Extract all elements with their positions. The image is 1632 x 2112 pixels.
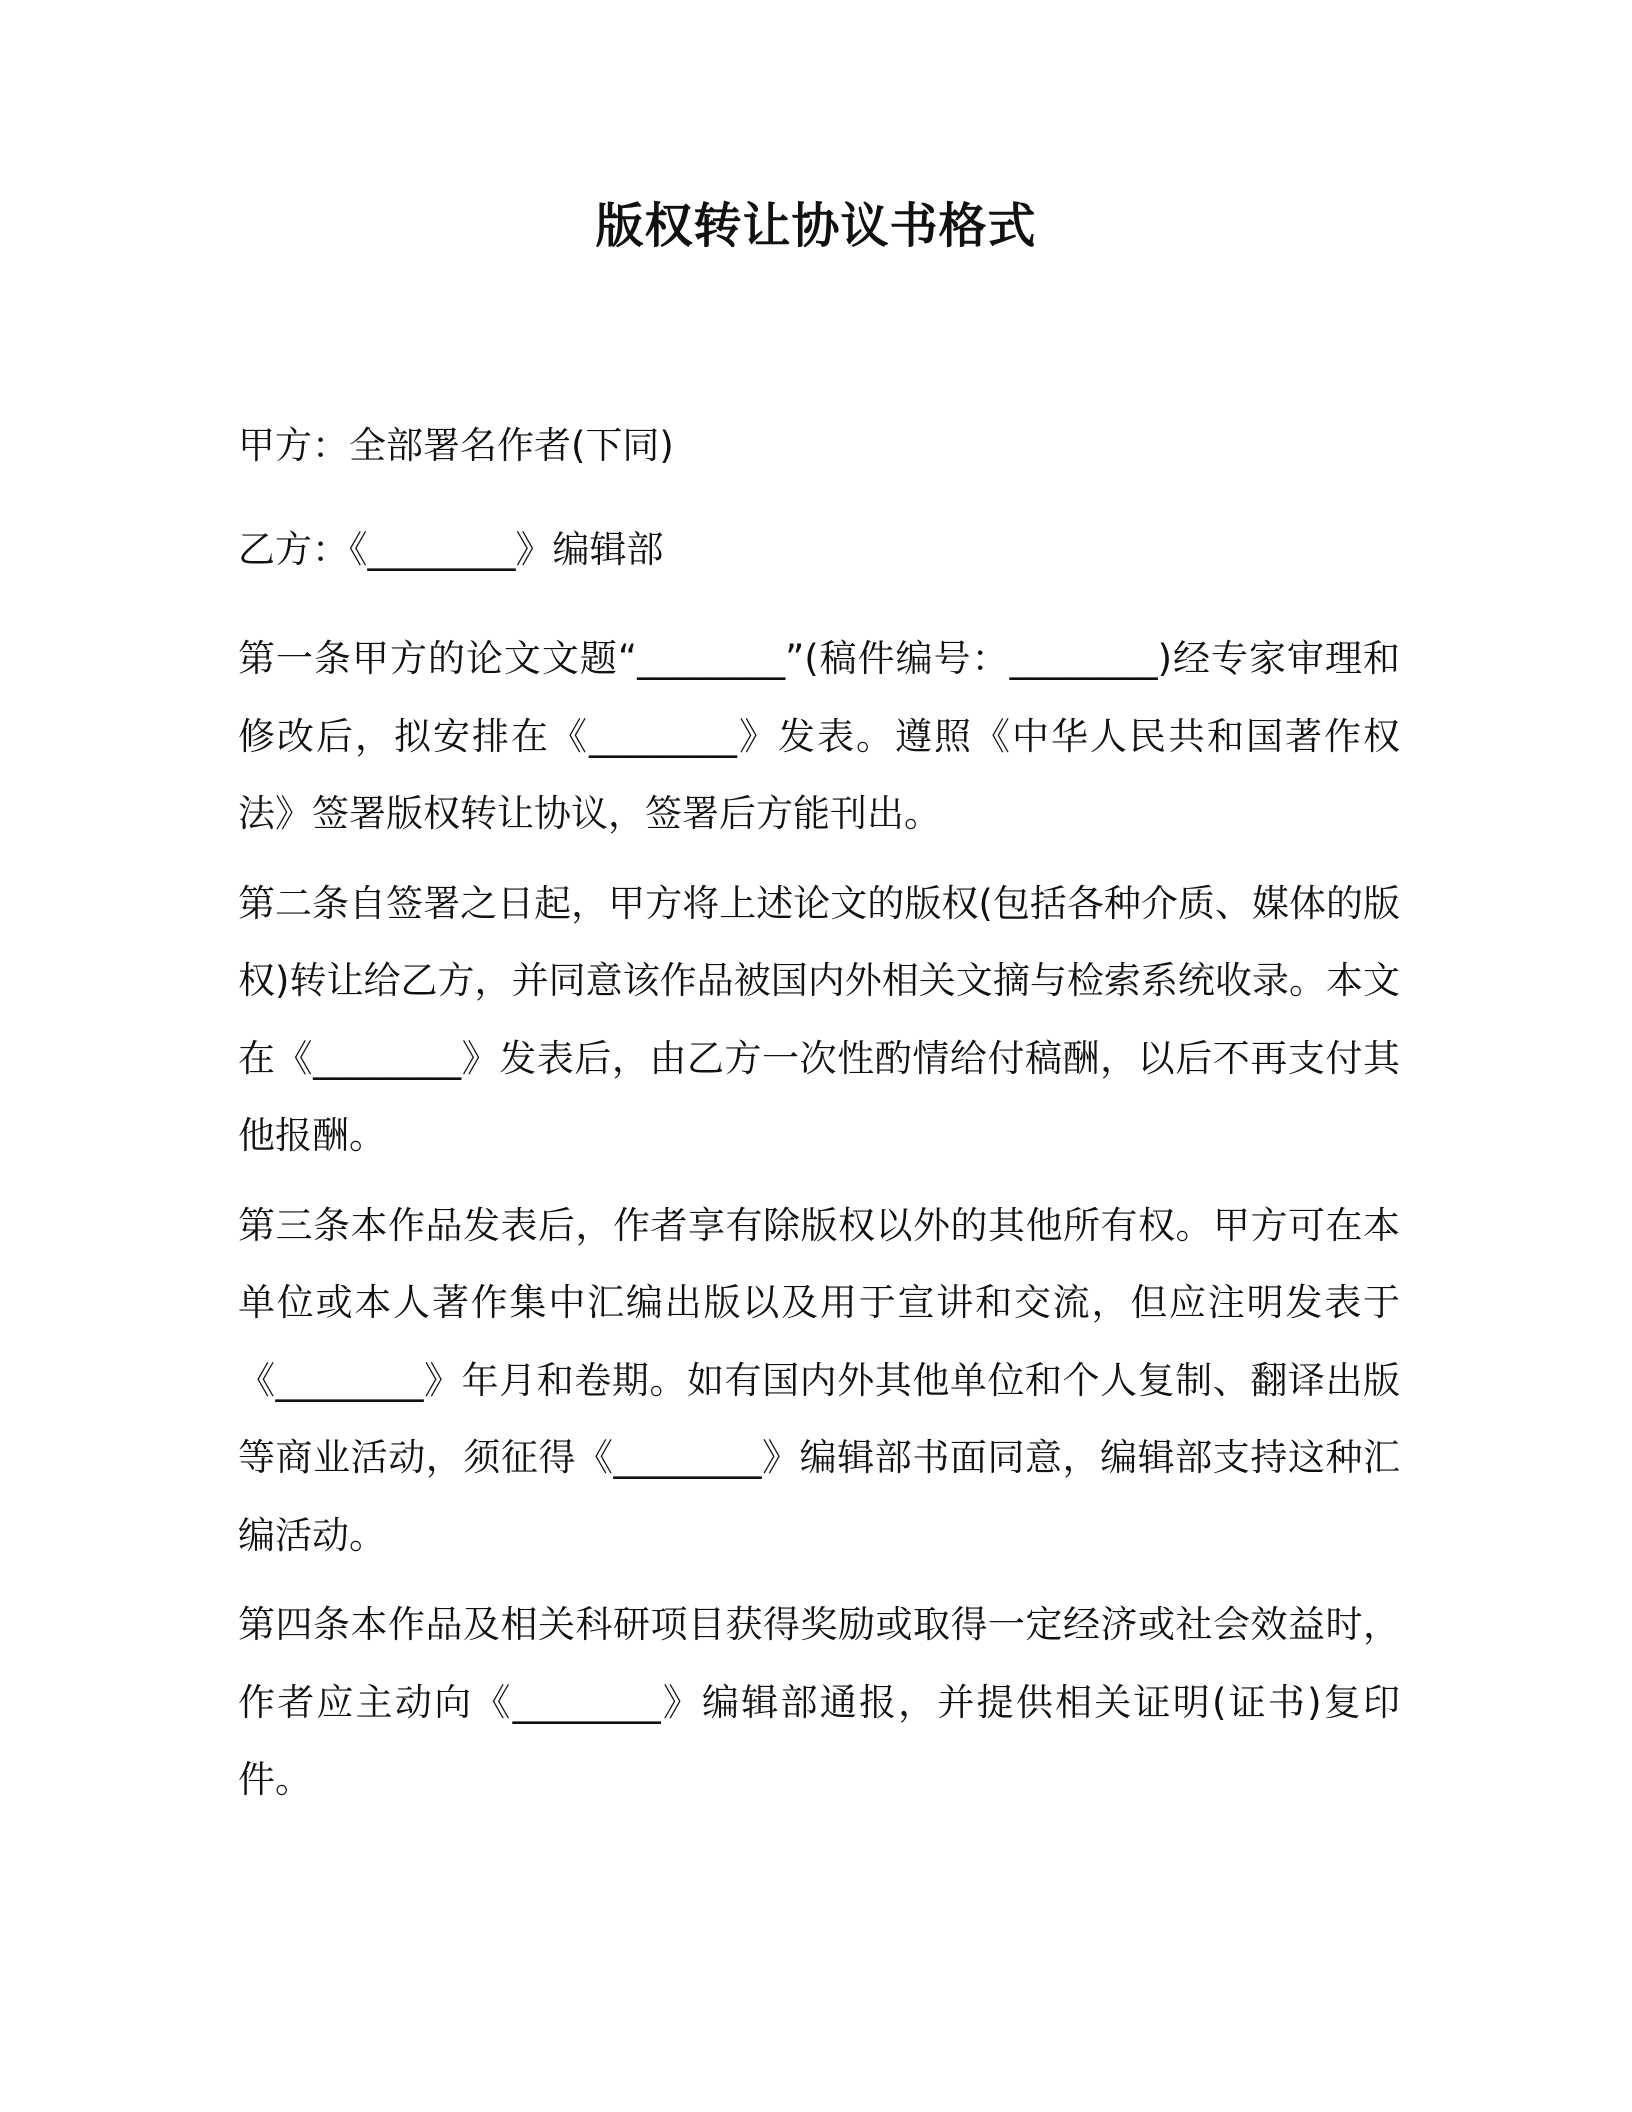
article-1: 第一条甲方的论文文题“________”(稿件编号：________)经专家审理和修改后，拟安排在《________》发表。遵照《中华人民共和国著作权法》签署版权转让协议，签署后方能刊出。 xyxy=(238,637,1400,835)
party-a-line: 甲方：全部署名作者(下同) xyxy=(238,424,674,467)
article-3: 第三条本作品发表后，作者享有除版权以外的其他所有权。甲方可在本单位或本人著作集中汇编出版以及用于宣讲和交流，但应注明发表于《________》年月和卷期。如有国内外其他单位和个人复制、翻译出版等商业活动，须征得《________》编辑部书面同意，编辑部支持这种汇编活动。 xyxy=(238,1203,1400,1557)
document-body xyxy=(238,418,1400,1819)
article-2: 第二条自签署之日起，甲方将上述论文的版权(包括各种介质、媒体的版权)转让给乙方，并同意该作品被国内外相关文摘与检索系统收录。本文在《________》发表后，由乙方一次性酌情给付稿酬，以后不再支付其他报酬。 xyxy=(238,881,1400,1157)
document-title: 版权转让协议书格式 xyxy=(595,198,1037,254)
article-4: 第四条本作品及相关科研项目获得奖励或取得一定经济或社会效益时，作者应主动向《________》编辑部通报，并提供相关证明(证书)复印件。 xyxy=(238,1603,1400,1801)
party-b-line: 乙方：《________》编辑部 xyxy=(238,528,664,571)
